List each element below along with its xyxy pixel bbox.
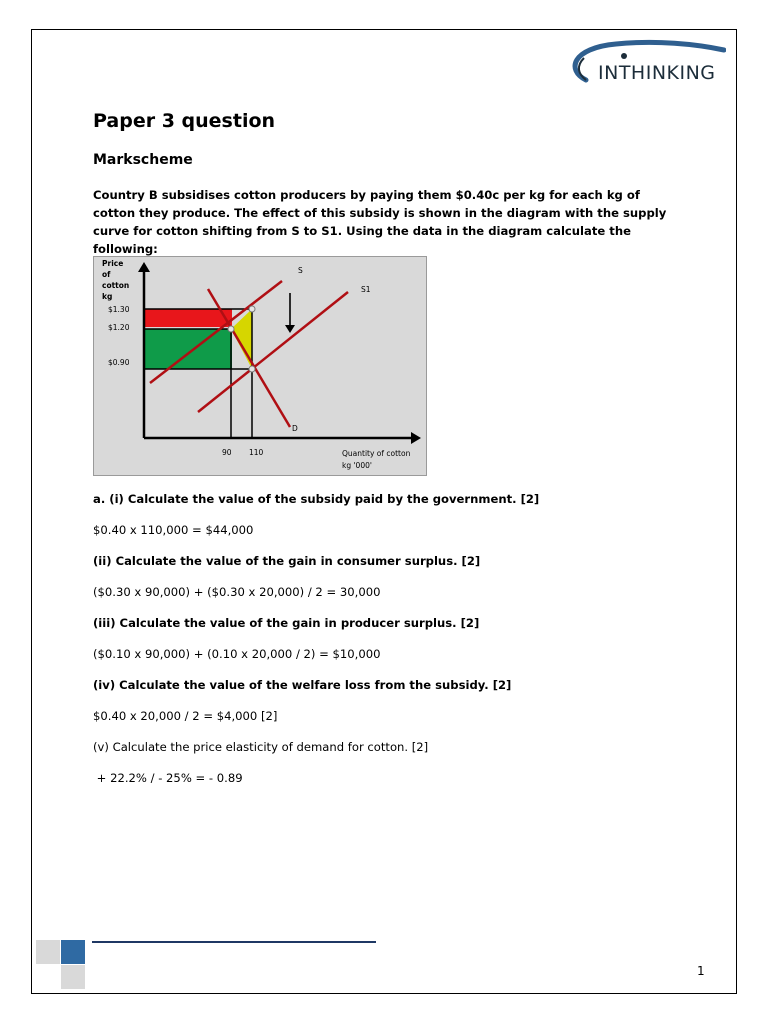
- diagram-svg: [94, 257, 428, 477]
- quantity-label-90: 90: [222, 448, 232, 457]
- price-label-130: $1.30: [108, 305, 130, 314]
- consumer-surplus-gain-area: [144, 329, 232, 369]
- footer-block-light: [36, 940, 60, 964]
- question-a-iii: (iii) Calculate the value of the gain in producer surplus. [2]: [93, 616, 480, 630]
- y-axis-label-line1: Price: [102, 259, 124, 268]
- x-axis-label-line1: Quantity of cotton: [342, 449, 411, 458]
- y-axis-arrow-icon: [138, 262, 150, 272]
- question-a-iv: (iv) Calculate the value of the welfare loss from the subsidy. [2]: [93, 678, 512, 692]
- curve-label-d: D: [292, 424, 298, 433]
- x-axis-label-line2: kg '000': [342, 461, 372, 470]
- question-a-v: (v) Calculate the price elasticity of demand for cotton. [2]: [93, 740, 429, 754]
- answer-a-iii: ($0.10 x 90,000) + (0.10 x 20,000 / 2) = $10,000: [93, 647, 381, 661]
- page-title: Paper 3 question: [93, 110, 276, 132]
- question-a-i: a. (i) Calculate the value of the subsidy paid by the government. [2]: [93, 492, 540, 506]
- price-label-090: $0.90: [108, 358, 130, 367]
- footer-block-light: [61, 965, 85, 989]
- footer-rule: [92, 941, 376, 943]
- y-axis-label-line3: cotton: [102, 281, 130, 290]
- shift-arrow-icon: [285, 325, 295, 333]
- inthinking-logo: [566, 36, 726, 92]
- answer-a-v: + 22.2% / - 25% = - 0.89: [93, 771, 243, 785]
- footer-block-dark: [61, 940, 85, 964]
- quantity-label-110: 110: [249, 448, 264, 457]
- page-border: [31, 29, 737, 994]
- intro-paragraph: Country B subsidises cotton producers by paying them $0.40c per kg for each kg of cotton they produce. The effect of this subsidy is shown in the diagram with the supply curve for cotton shifting from S to S1. Using the data in the diagram calculate the following:: [93, 188, 667, 256]
- question-a-ii: (ii) Calculate the value of the gain in consumer surplus. [2]: [93, 554, 481, 568]
- producer-surplus-gain-area: [144, 309, 232, 327]
- price-label-120: $1.20: [108, 323, 130, 332]
- subsidy-diagram: [93, 256, 427, 476]
- answer-a-ii: ($0.30 x 90,000) + ($0.30 x 20,000) / 2 = 30,000: [93, 585, 381, 599]
- curve-label-s1: S1: [361, 285, 371, 294]
- answer-a-iv: $0.40 x 20,000 / 2 = $4,000 [2]: [93, 709, 278, 723]
- page-number: 1: [697, 964, 705, 978]
- page-subtitle: Markscheme: [93, 152, 193, 168]
- logo-wordmark: INTHINKING: [598, 62, 716, 84]
- x-axis-arrow-icon: [411, 432, 421, 444]
- y-axis-label-line4: kg: [102, 292, 113, 301]
- curve-label-s: S: [298, 266, 303, 275]
- answer-a-i: $0.40 x 110,000 = $44,000: [93, 523, 254, 537]
- y-axis-label-line2: of: [102, 270, 111, 279]
